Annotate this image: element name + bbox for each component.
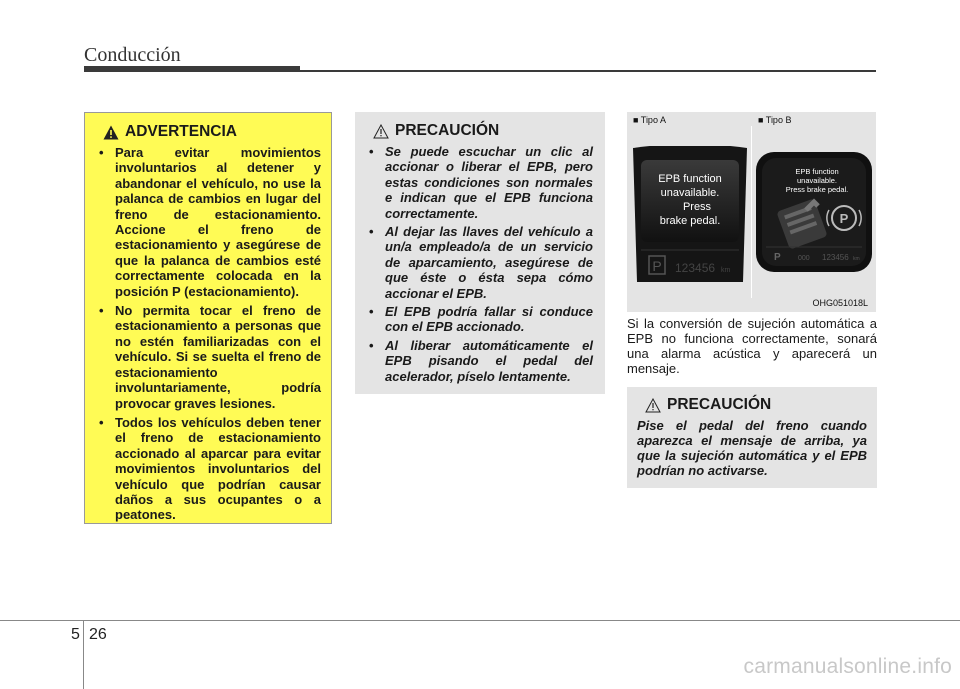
header-rule	[300, 70, 876, 72]
caution-item: • Al liberar automáticamente el EPB pisando el pedal del acelerador, píselo lentamente.	[365, 338, 593, 384]
caution-header	[373, 122, 593, 140]
warning-header	[103, 123, 321, 141]
display-a-line4: brake pedal.	[659, 215, 721, 227]
caution-triangle-icon	[373, 124, 389, 139]
caution-triangle-icon	[645, 398, 661, 413]
caution-list	[365, 144, 593, 384]
cluster-display-type-a	[631, 146, 749, 286]
warning-title: ADVERTENCIA	[125, 123, 237, 140]
page-number: 26	[89, 626, 107, 643]
footer-divider	[83, 620, 84, 689]
display-b-line2: unavailable.	[796, 176, 838, 185]
cluster-figure	[627, 112, 876, 312]
caution2-title: PRECAUCIÓN	[667, 396, 772, 413]
caution-item: • Se puede escuchar un clic al accionar o liberar el EPB, pero estas condiciones son normales e indican que el EPB funciona correctamente.	[365, 144, 593, 221]
caution-box-2	[627, 387, 877, 488]
display-a-gear: P	[652, 258, 662, 274]
display-b-unit: km	[853, 256, 860, 262]
body-paragraph: Si la conversión de sujeción automática a EPB no funciona correctamente, sonará una alarma acústica y aparecerá un mensaje.	[627, 316, 877, 376]
figure-label-type-b: ■ Tipo B	[758, 115, 792, 125]
warning-triangle-icon	[103, 125, 119, 140]
figure-divider	[751, 126, 752, 298]
display-b-line3: Press brake pedal.	[785, 185, 849, 194]
page-header-title: Conducción	[84, 44, 181, 66]
figure-code: OHG051018L	[812, 298, 868, 308]
display-b-gear: P	[774, 252, 781, 263]
caution-title: PRECAUCIÓN	[395, 122, 500, 139]
warning-list	[95, 145, 321, 523]
svg-text:P: P	[839, 211, 849, 226]
display-a-line2: unavailable.	[660, 187, 720, 199]
display-a-unit: km	[721, 267, 731, 274]
caution2-header	[645, 396, 867, 414]
footer-rule	[0, 620, 960, 621]
caution2-text: Pise el pedal del freno cuando aparezca el mensaje de arriba, ya que la sujeción automática y el EPB podrían no activarse.	[637, 418, 867, 478]
figure-label-type-a: ■ Tipo A	[633, 115, 666, 125]
warning-item: • Para evitar movimientos involuntarios al detener y abandonar el vehículo, no use la palanca de cambios en lugar del freno de estacionamiento. Accione el freno de estacionamiento y asegúrese de que la palanca de cambios esté correctamente colocada en la posición P (estacionamiento).	[95, 145, 321, 299]
display-b-line1: EPB function	[795, 167, 839, 176]
warning-item: • No permita tocar el freno de estacionamiento a personas que no estén familiarizadas con el vehículo. Si se suelta el freno de estacionamiento involuntariamente, podría provocar graves lesiones.	[95, 303, 321, 411]
watermark: carmanualsonline.info	[743, 655, 952, 678]
header-bar	[84, 66, 300, 72]
caution-item: • El EPB podría fallar si conduce con el EPB accionado.	[365, 304, 593, 335]
display-b-odometer: 123456	[822, 253, 849, 262]
section-number: 5	[71, 626, 80, 643]
display-b-trip: 000	[798, 255, 810, 262]
warning-item: • Todos los vehículos deben tener el freno de estacionamiento accionado al aparcar para evitar movimientos involuntarios del vehículo que podrían causar daños a sus ocupantes o a peatones.	[95, 415, 321, 523]
display-a-line1: EPB function	[658, 173, 722, 185]
display-a-odometer: 123456	[675, 261, 716, 275]
caution-item: • Al dejar las llaves del vehículo a un/a empleado/a de un servicio de aparcamiento, asegúrese de que éste o ésta sepa cómo accionar el EPB.	[365, 224, 593, 301]
warning-box	[84, 112, 332, 524]
caution-box	[355, 112, 605, 394]
cluster-display-type-b	[754, 150, 874, 274]
display-a-line3: Press	[682, 201, 712, 213]
